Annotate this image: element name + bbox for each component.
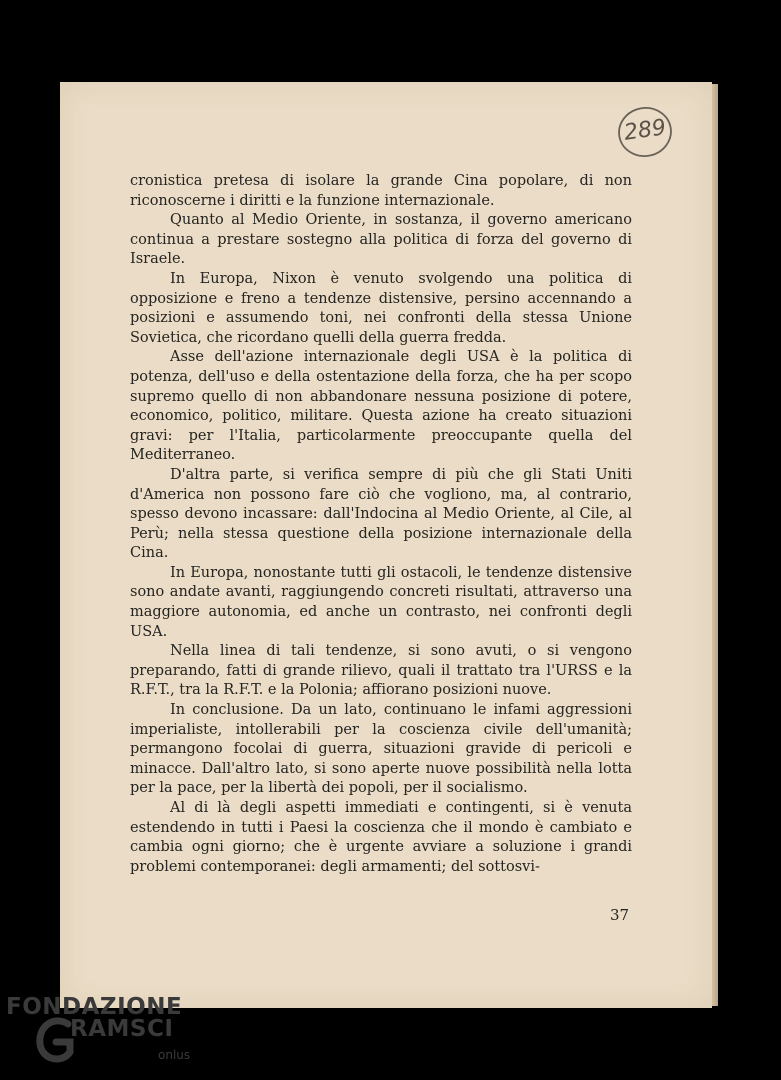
paragraph: Asse dell'azione internazionale degli USA è la politica di potenza, dell'uso e della ostentazione della forza, che ha per scopo supremo quello di non abbandonare nessuna posizione di potere, economico, politico, militare. Questa azione ha creato situazioni gravi: per l'Italia, particolarmente preoccupante quella del Mediterraneo. (130, 349, 632, 464)
archive-stamp (616, 104, 674, 160)
paragraph: Quanto al Medio Oriente, in sostanza, il governo americano continua a prestare sostegno alla politica di forza del governo di Israele. (130, 212, 632, 268)
archive-stamp-number: 289 (622, 115, 668, 146)
logo-text-line2: RAMSCI (70, 1016, 174, 1042)
paragraph: D'altra parte, si verifica sempre di più che gli Stati Uniti d'America non possono fare ciò che vogliono, ma, al contrario, spesso devono incassare: dall'Indocina al Medio Oriente, al Cile, al Perù; nella stessa questione della posizione internazionale della Cina. (130, 466, 632, 562)
logo-text-line1: FONDAZIONE (6, 994, 183, 1020)
fondazione-gramsci-logo (6, 994, 206, 1078)
body-text (130, 172, 632, 877)
paragraph: cronistica pretesa di isolare la grande Cina popolare, di non riconoscerne i diritti e la funzione internazionale. (130, 173, 632, 209)
logo-text-line3: onlus (158, 1048, 191, 1062)
paragraph: In Europa, nonostante tutti gli ostacoli, le tendenze distensive sono andate avanti, raggiungendo concreti risultati, attraverso una maggiore autonomia, ed anche un contrasto, nei confronti degli USA. (130, 564, 632, 640)
paragraph: In Europa, Nixon è venuto svolgendo una politica di opposizione e freno a tendenze distensive, persino accennando a posizioni e assumendo toni, nei confronti della stessa Unione Sovietica, che ricordano quelli della guerra fredda. (130, 270, 632, 346)
paragraph: Nella linea di tali tendenze, si sono avuti, o si vengono preparando, fatti di grande rilievo, quali il trattato tra l'URSS e la R.F.T., tra la R.F.T. e la Polonia; affiorano posizioni nuove. (130, 643, 632, 699)
page-number: 37 (610, 906, 630, 924)
paragraph: Al di là degli aspetti immediati e contingenti, si è venuta estendendo in tutti i Paesi la coscienza che il mondo è cambiato e cambia ogni giorno; che è urgente avviare a soluzione i grandi problemi contemporanei: degli armamenti; del sottosvi- (130, 800, 632, 875)
paragraph: In conclusione. Da un lato, continuano le infami aggressioni imperialiste, intollerabili per la coscienza civile dell'umanità; permangono focolai di guerra, situazioni gravide di pericoli e minacce. Dall'altro lato, si sono aperte nuove possibilità nella lotta per la pace, per la libertà dei popoli, per il socialismo. (130, 702, 632, 797)
